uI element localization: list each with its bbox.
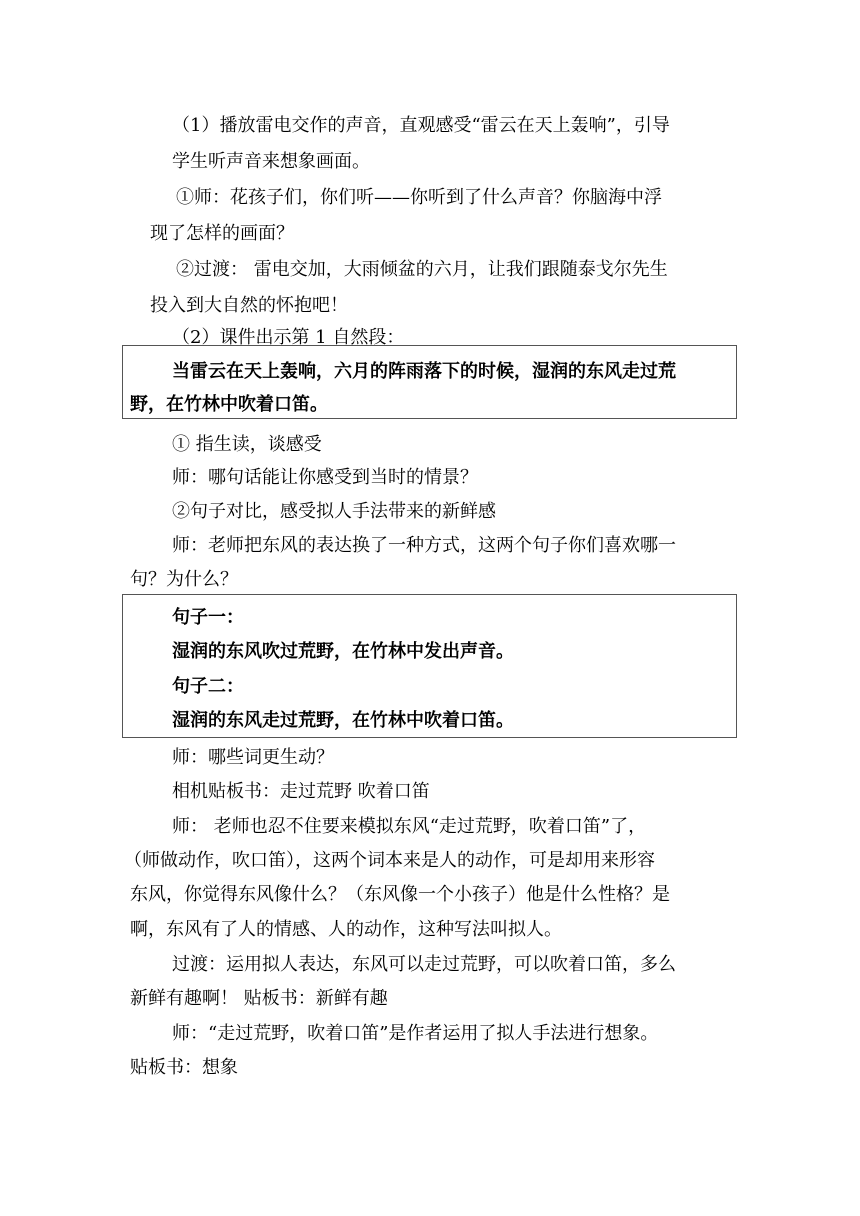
paragraph-line: 新鲜有趣啊！ 贴板书：新鲜有趣 [130, 988, 388, 1009]
paragraph-line: ①师：花孩子们，你们听——你听到了什么声音？你脑海中浮 [176, 187, 662, 208]
paragraph-line: 师：“走过荒野，吹着口笛”是作者运用了拟人手法进行想象。 [172, 1023, 659, 1044]
paragraph-line: 投入到大自然的怀抱吧！ [150, 295, 348, 316]
paragraph-line: 现了怎样的画面？ [150, 223, 294, 244]
sentence-heading: 句子二： [172, 676, 244, 697]
paragraph-line: 相机贴板书：走过荒野 吹着口笛 [172, 781, 430, 802]
paragraph-line: 学生听声音来想象画面。 [172, 151, 370, 172]
paragraph-line: 师：哪些词更生动？ [172, 747, 334, 768]
paragraph-line: 师： 老师也忍不住要来模拟东风“走过荒野，吹着口笛”了， [172, 816, 647, 837]
sentence-text: 湿润的东风吹过荒野，在竹林中发出声音。 [172, 641, 514, 662]
paragraph-line: 过渡：运用拟人表达，东风可以走过荒野，可以吹着口笛，多么 [172, 954, 676, 975]
paragraph-line: （1）播放雷电交作的声音，直观感受“雷云在天上轰响”，引导 [172, 115, 670, 136]
paragraph-line: 句？为什么？ [130, 569, 238, 590]
paragraph-line: ②过渡： 雷电交加，大雨倾盆的六月，让我们跟随泰戈尔先生 [176, 259, 668, 280]
paragraph-line: 啊，东风有了人的情感、人的动作，这种写法叫拟人。 [130, 919, 562, 940]
sentence-heading: 句子一： [172, 607, 244, 628]
quote-line: 野，在竹林中吹着口笛。 [130, 394, 328, 415]
paragraph-line: （2）课件出示第 1 自然段： [172, 327, 405, 348]
paragraph-line: ②句子对比，感受拟人手法带来的新鲜感 [172, 501, 496, 522]
paragraph-line: 东风，你觉得东风像什么？（东风像一个小孩子）他是什么性格？是 [130, 884, 670, 905]
sentence-text: 湿润的东风走过荒野，在竹林中吹着口笛。 [172, 710, 514, 731]
paragraph-line: ① 指生读，谈感受 [172, 434, 322, 455]
paragraph-line: 师：老师把东风的表达换了一种方式，这两个句子你们喜欢哪一 [172, 535, 676, 556]
paragraph-line: 贴板书：想象 [130, 1057, 238, 1078]
paragraph-line: 师：哪句话能让你感受到当时的情景？ [172, 467, 478, 488]
paragraph-line: （师做动作，吹口笛），这两个词本来是人的动作，可是却用来形容 [124, 850, 655, 871]
quote-line: 当雷云在天上轰响，六月的阵雨落下的时候，湿润的东风走过荒 [172, 361, 676, 382]
